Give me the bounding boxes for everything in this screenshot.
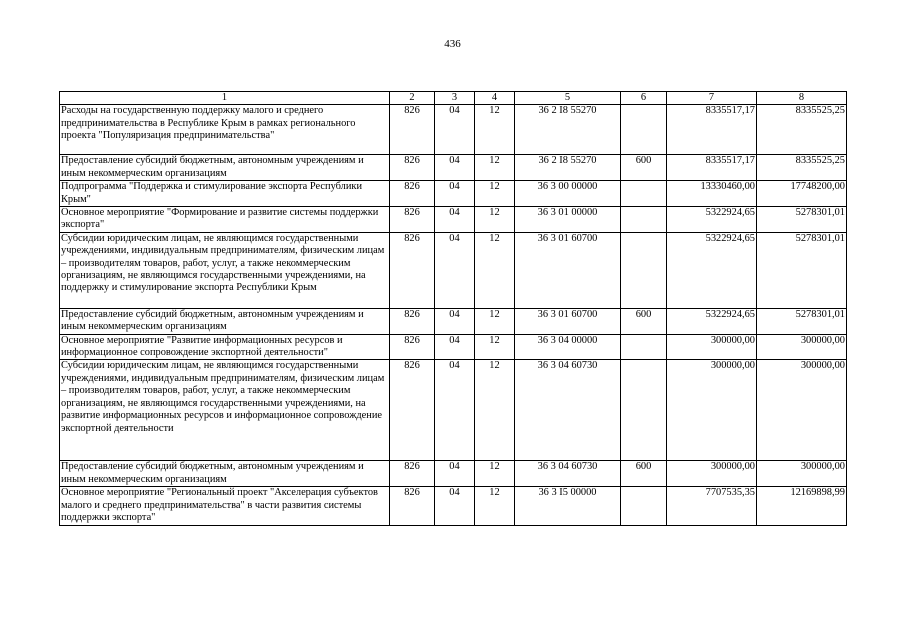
expense-type-cell: 600: [621, 461, 667, 487]
expense-type-cell: [621, 207, 667, 233]
section-cell: 04: [435, 105, 475, 155]
section-cell: 04: [435, 487, 475, 525]
row-name-cell: Основное мероприятие "Региональный проект "Акселерация субъектов малого и среднего предпринимательства" в части развития системы поддержки экспорта": [60, 487, 390, 525]
subsection-cell: 12: [475, 181, 515, 207]
row-name-cell: Субсидии юридическим лицам, не являющимся государственными учреждениями, индивидуальным предпринимателям, физическим лицам – производителям товаров, работ, услуг, а также некоммерческим организациям, не являющимся государственными учреждениями, на поддержку и стимулирование экспорта Республики Крым: [60, 232, 390, 308]
amount-year1-cell: 7707535,35: [667, 487, 757, 525]
expense-type-cell: [621, 181, 667, 207]
header-cell: 1: [60, 92, 390, 105]
amount-year1-cell: 300000,00: [667, 461, 757, 487]
ministry-code-cell: 826: [390, 155, 435, 181]
ministry-code-cell: 826: [390, 207, 435, 233]
table-row: [60, 334, 847, 360]
table-body: [60, 105, 847, 525]
row-name-cell: Подпрограмма "Поддержка и стимулирование экспорта Республики Крым": [60, 181, 390, 207]
target-article-cell: 36 2 I8 55270: [515, 105, 621, 155]
expense-type-cell: 600: [621, 155, 667, 181]
table-row: [60, 461, 847, 487]
amount-year1-cell: 300000,00: [667, 360, 757, 461]
header-cell: 6: [621, 92, 667, 105]
header-cell: 4: [475, 92, 515, 105]
table-header-row: [60, 92, 847, 105]
section-cell: 04: [435, 155, 475, 181]
expense-type-cell: [621, 360, 667, 461]
amount-year1-cell: 5322924,65: [667, 207, 757, 233]
section-cell: 04: [435, 207, 475, 233]
ministry-code-cell: 826: [390, 232, 435, 308]
target-article-cell: 36 3 04 00000: [515, 334, 621, 360]
budget-table: [59, 91, 847, 526]
amount-year2-cell: 12169898,99: [757, 487, 847, 525]
subsection-cell: 12: [475, 105, 515, 155]
target-article-cell: 36 3 I5 00000: [515, 487, 621, 525]
ministry-code-cell: 826: [390, 487, 435, 525]
amount-year2-cell: 300000,00: [757, 461, 847, 487]
row-name-cell: Предоставление субсидий бюджетным, автономным учреждениям и иным некоммерческим организациям: [60, 155, 390, 181]
expense-type-cell: [621, 334, 667, 360]
amount-year2-cell: 5278301,01: [757, 232, 847, 308]
table-row: [60, 105, 847, 155]
row-name-cell: Основное мероприятие "Формирование и развитие системы поддержки экспорта": [60, 207, 390, 233]
target-article-cell: 36 3 01 60700: [515, 232, 621, 308]
ministry-code-cell: 826: [390, 181, 435, 207]
target-article-cell: 36 3 00 00000: [515, 181, 621, 207]
ministry-code-cell: 826: [390, 105, 435, 155]
ministry-code-cell: 826: [390, 308, 435, 334]
section-cell: 04: [435, 360, 475, 461]
target-article-cell: 36 3 01 60700: [515, 308, 621, 334]
section-cell: 04: [435, 461, 475, 487]
amount-year1-cell: 300000,00: [667, 334, 757, 360]
subsection-cell: 12: [475, 334, 515, 360]
header-cell: 3: [435, 92, 475, 105]
subsection-cell: 12: [475, 308, 515, 334]
table-row: [60, 487, 847, 525]
table-row: [60, 207, 847, 233]
table-row: [60, 360, 847, 461]
amount-year1-cell: 8335517,17: [667, 105, 757, 155]
header-cell: 8: [757, 92, 847, 105]
expense-type-cell: 600: [621, 308, 667, 334]
table-row: [60, 155, 847, 181]
subsection-cell: 12: [475, 232, 515, 308]
section-cell: 04: [435, 334, 475, 360]
amount-year1-cell: 5322924,65: [667, 232, 757, 308]
target-article-cell: 36 3 04 60730: [515, 360, 621, 461]
row-name-cell: Предоставление субсидий бюджетным, автономным учреждениям и иным некоммерческим организациям: [60, 308, 390, 334]
subsection-cell: 12: [475, 487, 515, 525]
amount-year1-cell: 5322924,65: [667, 308, 757, 334]
subsection-cell: 12: [475, 207, 515, 233]
table-row: [60, 232, 847, 308]
row-name-cell: Предоставление субсидий бюджетным, автономным учреждениям и иным некоммерческим организациям: [60, 461, 390, 487]
section-cell: 04: [435, 181, 475, 207]
amount-year2-cell: 8335525,25: [757, 155, 847, 181]
ministry-code-cell: 826: [390, 360, 435, 461]
target-article-cell: 36 3 01 00000: [515, 207, 621, 233]
subsection-cell: 12: [475, 360, 515, 461]
section-cell: 04: [435, 232, 475, 308]
page-number: 436: [444, 38, 461, 50]
header-cell: 7: [667, 92, 757, 105]
section-cell: 04: [435, 308, 475, 334]
subsection-cell: 12: [475, 155, 515, 181]
amount-year2-cell: 5278301,01: [757, 207, 847, 233]
amount-year2-cell: 17748200,00: [757, 181, 847, 207]
row-name-cell: Субсидии юридическим лицам, не являющимся государственными учреждениями, индивидуальным предпринимателям, физическим лицам – производителям товаров, работ, услуг, а также некоммерческим организациям, не являющимся государственными учреждениями, на развитие информационных ресурсов и информационное сопровождение экспортной деятельности: [60, 360, 390, 461]
target-article-cell: 36 3 04 60730: [515, 461, 621, 487]
expense-type-cell: [621, 232, 667, 308]
row-name-cell: Основное мероприятие "Развитие информационных ресурсов и информационное сопровождение экспортной деятельности": [60, 334, 390, 360]
row-name-cell: Расходы на государственную поддержку малого и среднего предпринимательства в Республике Крым в рамках регионального проекта "Популяризация предпринимательства": [60, 105, 390, 155]
amount-year2-cell: 300000,00: [757, 360, 847, 461]
subsection-cell: 12: [475, 461, 515, 487]
amount-year2-cell: 5278301,01: [757, 308, 847, 334]
amount-year2-cell: 300000,00: [757, 334, 847, 360]
ministry-code-cell: 826: [390, 461, 435, 487]
amount-year1-cell: 8335517,17: [667, 155, 757, 181]
header-cell: 2: [390, 92, 435, 105]
amount-year1-cell: 13330460,00: [667, 181, 757, 207]
table-row: [60, 181, 847, 207]
table-row: [60, 308, 847, 334]
target-article-cell: 36 2 I8 55270: [515, 155, 621, 181]
expense-type-cell: [621, 105, 667, 155]
header-cell: 5: [515, 92, 621, 105]
ministry-code-cell: 826: [390, 334, 435, 360]
expense-type-cell: [621, 487, 667, 525]
amount-year2-cell: 8335525,25: [757, 105, 847, 155]
